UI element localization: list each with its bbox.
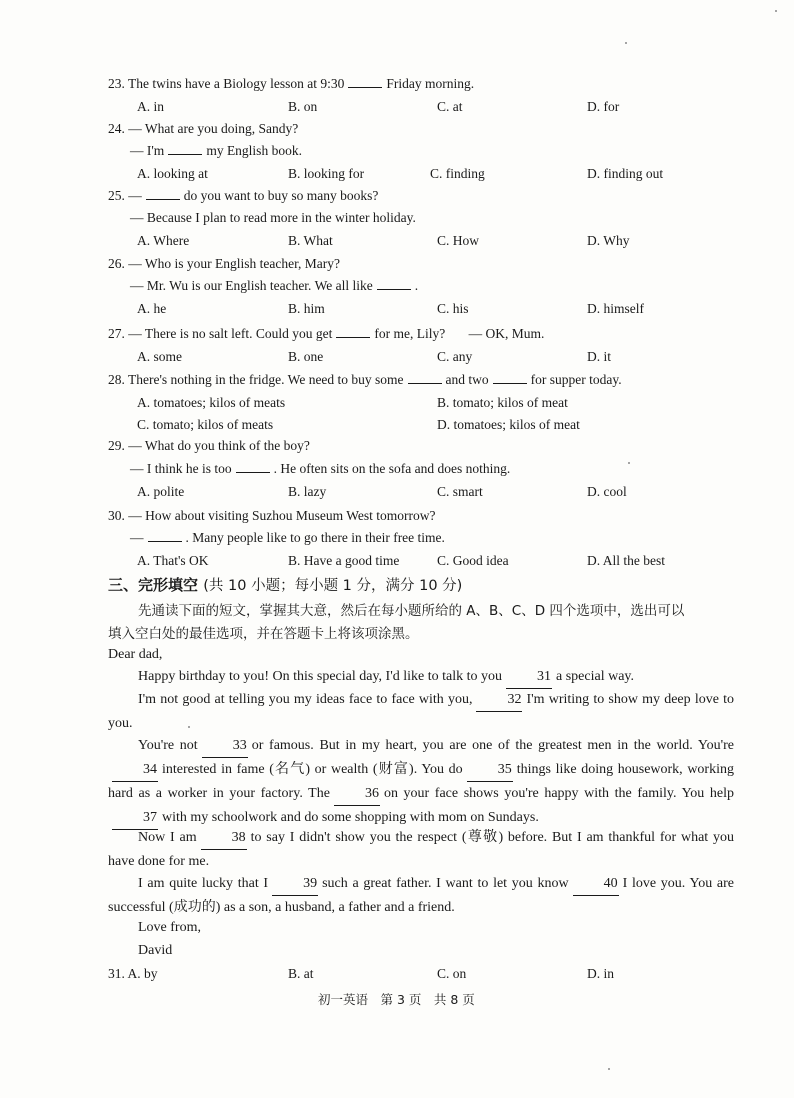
letter-paragraph-5	[108, 872, 734, 919]
option-d: D. finding out	[587, 166, 664, 181]
option-c: C. his	[437, 301, 469, 316]
section-subtitle: (共 10 小题；每小题 1 分，满分 10 分)	[203, 578, 463, 594]
paragraph-text: with my schoolwork and do some shopping with mom on Sundays.	[162, 810, 539, 825]
paragraph-text: Now I am	[138, 830, 197, 845]
question-stem: Friday morning.	[386, 76, 475, 91]
option-a: A. tomatoes; kilos of meats	[137, 395, 286, 410]
option-c: C. tomato; kilos of meats	[137, 417, 274, 432]
cloze-blank-31: 31	[506, 665, 552, 689]
question-stem: my English book.	[206, 143, 302, 158]
answer-blank	[348, 76, 382, 88]
option-b: B. tomato; kilos of meat	[437, 395, 568, 410]
scan-speck	[625, 42, 627, 44]
scan-speck	[608, 1068, 610, 1070]
option-d: D. cool	[587, 484, 627, 499]
paragraph-text: You're not	[138, 738, 198, 753]
question-stem: and two	[445, 372, 489, 387]
option-a: A. by	[127, 966, 158, 981]
answer-blank	[148, 530, 182, 542]
option-d: D. in	[587, 966, 614, 981]
answer-blank	[408, 372, 442, 384]
letter-signature: David	[138, 943, 173, 958]
question-26-line2	[130, 278, 418, 294]
option-c: C. Good idea	[437, 553, 509, 568]
cloze-blank-34: 34	[112, 758, 158, 782]
option-b: B. him	[288, 301, 325, 316]
section-title: 三、完形填空	[108, 576, 199, 594]
question-stem: The twins have a Biology lesson at 9:30	[128, 76, 345, 91]
answer-blank	[236, 461, 270, 473]
question-stem: for supper today.	[530, 372, 622, 387]
answer-blank	[377, 278, 411, 290]
question-number: 30.	[108, 508, 125, 523]
question-29	[108, 438, 310, 454]
option-a: A. he	[137, 301, 167, 316]
question-stem: . Many people like to go there in their free time.	[185, 530, 445, 545]
question-23	[108, 76, 474, 92]
paragraph-text: interested in fame (名气) or wealth (财富). You do	[162, 762, 463, 777]
letter-salutation: Dear dad,	[108, 647, 163, 662]
question-stem: — What do you think of the boy?	[128, 438, 310, 453]
question-stem: . He often sits on the sofa and does nothing.	[273, 461, 511, 476]
cloze-blank-38: 38	[201, 826, 247, 850]
option-b: B. looking for	[288, 166, 365, 181]
question-stem: — Mr. Wu is our English teacher. We all like	[130, 278, 373, 293]
question-stem: do you want to buy so many books?	[183, 188, 379, 203]
question-stem: — I'm	[130, 143, 165, 158]
question-number: 24.	[108, 121, 125, 136]
option-d: D. All the best	[587, 553, 665, 568]
paragraph-text: I love you. You are successful (成功的) as a son, a husband, a father and a friend.	[108, 876, 735, 915]
letter-paragraph-1	[108, 665, 734, 689]
paragraph-text: I'm writing to show my deep love to you.	[108, 692, 734, 731]
option-b: B. Have a good time	[288, 553, 400, 568]
question-25	[108, 188, 378, 204]
cloze-blank-35: 35	[467, 758, 513, 782]
question-28	[108, 372, 622, 388]
question-25-line2: — Because I plan to read more in the winter holiday.	[130, 210, 416, 225]
option-b: B. on	[288, 99, 318, 114]
paragraph-text: or famous. But in my heart, you are one of the greatest men in the world. You're	[251, 738, 734, 753]
option-d: D. it	[587, 349, 612, 364]
paragraph-text: I am quite lucky that I	[138, 876, 269, 891]
page-footer: 初一英语 第 3 页 共 8 页	[318, 992, 475, 1007]
scan-speck	[775, 10, 777, 12]
answer-blank	[493, 372, 527, 384]
cloze-blank-33: 33	[202, 734, 248, 758]
answer-blank	[336, 326, 370, 338]
question-stem: — What are you doing, Sandy?	[128, 121, 299, 136]
option-d: D. Why	[587, 233, 630, 248]
scan-speck	[628, 462, 630, 464]
question-stem: — How about visiting Suzhou Museum West tomorrow?	[128, 508, 436, 523]
paragraph-text: such a great father. I want to let you know	[322, 876, 569, 891]
section-heading	[108, 574, 462, 595]
paragraph-text: Happy birthday to you! On this special day, I'd like to talk to you	[138, 669, 502, 684]
option-d: D. himself	[587, 301, 644, 316]
section-instructions: 先通读下面的短文，掌握其大意，然后在每小题所给的 A、B、C、D 四个选项中，选出可以	[138, 603, 685, 619]
option-b: B. at	[288, 966, 314, 981]
paragraph-text: to say I didn't show you the respect (尊敬) before. But I am thankful for what you have done for me.	[108, 830, 734, 869]
option-d: D. tomatoes; kilos of meat	[437, 417, 580, 432]
question-24-line2	[130, 143, 302, 159]
question-number: 28.	[108, 372, 125, 387]
section-instructions: 填入空白处的最佳选项，并在答题卡上将该项涂黑。	[108, 626, 419, 642]
question-stem: There's nothing in the fridge. We need to buy some	[128, 372, 404, 387]
question-26	[108, 256, 340, 272]
option-b: B. one	[288, 349, 324, 364]
cloze-blank-36: 36	[334, 782, 380, 806]
option-c: C. on	[437, 966, 467, 981]
letter-paragraph-4	[108, 826, 734, 873]
question-stem: — OK, Mum.	[468, 326, 545, 341]
option-b: B. lazy	[288, 484, 327, 499]
answer-blank	[146, 188, 180, 200]
question-stem: — I think he is too	[130, 461, 232, 476]
question-29-line2	[130, 461, 510, 477]
question-stem: .	[414, 278, 419, 293]
question-stem: for me, Lily?	[374, 326, 446, 341]
option-c: C. finding	[430, 166, 485, 181]
question-number: 26.	[108, 256, 125, 271]
option-a: A. polite	[137, 484, 185, 499]
letter-paragraph-2	[108, 688, 734, 735]
option-c: C. How	[437, 233, 480, 248]
question-number: 25.	[108, 188, 125, 203]
letter-paragraph-3	[108, 734, 734, 830]
option-a: A. in	[137, 99, 164, 114]
paragraph-text: I'm not good at telling you my ideas face to face with you,	[138, 692, 473, 707]
cloze-blank-40: 40	[573, 872, 619, 896]
option-a: A. Where	[137, 233, 190, 248]
paragraph-text: a special way.	[556, 669, 634, 684]
option-a: A. looking at	[137, 166, 208, 181]
question-stem: —	[130, 530, 144, 545]
question-31	[108, 966, 158, 982]
option-b: B. What	[288, 233, 333, 248]
answer-blank	[168, 143, 202, 155]
scan-speck	[188, 726, 190, 728]
paragraph-text: on your face shows you're happy with the family. You help	[383, 786, 734, 801]
question-number: 29.	[108, 438, 125, 453]
question-stem: — Who is your English teacher, Mary?	[128, 256, 341, 271]
letter-closing: Love from,	[138, 920, 201, 935]
paragraph-text: things like doing housework, working hard as a worker in your factory. The	[108, 762, 734, 801]
cloze-blank-39: 39	[272, 872, 318, 896]
question-number: 27.	[108, 326, 125, 341]
question-number: 31.	[108, 966, 125, 981]
option-a: A. That's OK	[137, 553, 209, 568]
question-30	[108, 508, 436, 524]
option-a: A. some	[137, 349, 182, 364]
cloze-blank-37: 37	[112, 806, 158, 830]
question-number: 23.	[108, 76, 125, 91]
cloze-blank-32: 32	[476, 688, 522, 712]
question-30-line2	[130, 530, 445, 546]
question-27	[108, 326, 544, 342]
option-c: C. at	[437, 99, 463, 114]
question-stem: —	[128, 188, 142, 203]
option-c: C. any	[437, 349, 473, 364]
option-c: C. smart	[437, 484, 483, 499]
question-24	[108, 121, 298, 137]
option-d: D. for	[587, 99, 620, 114]
question-stem: — There is no salt left. Could you get	[128, 326, 333, 341]
